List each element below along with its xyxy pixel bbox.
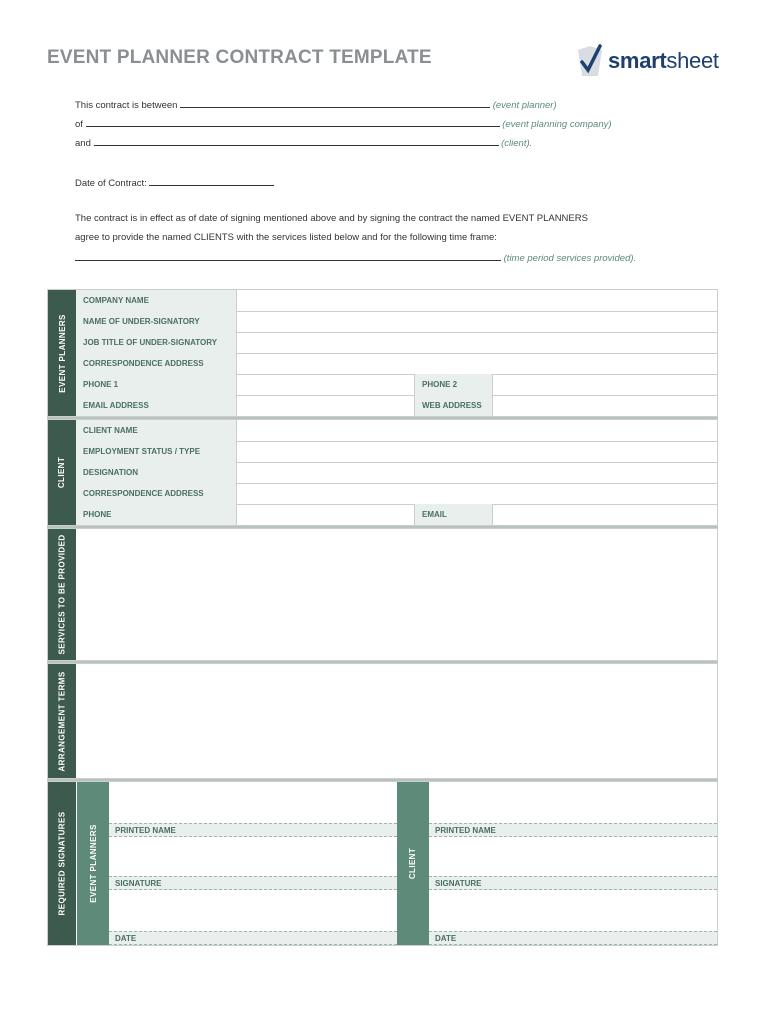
signatures-section <box>47 781 718 946</box>
company-name-row: COMPANY NAME <box>76 290 717 312</box>
page-title: EVENT PLANNER CONTRACT TEMPLATE <box>47 47 432 68</box>
date-blank[interactable] <box>149 176 274 186</box>
client-signature-sig-label: SIGNATURE <box>429 876 717 890</box>
planner-printed-name-field[interactable] <box>109 782 397 823</box>
event-planners-section <box>47 289 718 417</box>
under-signatory-row: NAME OF UNDER-SIGNATORY <box>76 311 717 333</box>
services-field[interactable] <box>76 529 717 660</box>
services-side-label: SERVICES TO BE PROVIDED <box>48 529 76 660</box>
employment-row: EMPLOYMENT STATUS / TYPE <box>76 441 717 463</box>
planner-date-label: DATE <box>109 931 397 945</box>
web-address-field[interactable] <box>493 395 717 416</box>
phone1-field[interactable] <box>237 374 415 395</box>
client-printed-name-label: PRINTED NAME <box>429 823 717 837</box>
planner-signature-label: SIGNATURE <box>109 876 397 890</box>
client-name-row: CLIENT NAME <box>76 420 717 442</box>
client-date-field[interactable] <box>429 890 717 931</box>
company-name-field[interactable] <box>237 290 717 311</box>
company-blank[interactable] <box>86 117 500 127</box>
planner-printed-name-label: PRINTED NAME <box>109 823 397 837</box>
intro-line-planner: This contract is between (event planner) <box>75 100 557 111</box>
arrangement-side-label: ARRANGEMENT TERMS <box>48 664 76 778</box>
planner-date-field[interactable] <box>109 890 397 931</box>
client-phone-row: PHONE EMAIL <box>76 504 717 525</box>
planner-address-row: CORRESPONDENCE ADDRESS <box>76 353 717 375</box>
planner-signature-field[interactable] <box>109 837 397 876</box>
client-email-field[interactable] <box>493 504 717 525</box>
client-side-label: CLIENT <box>48 420 76 525</box>
services-section <box>47 528 718 661</box>
client-phone-field[interactable] <box>237 504 415 525</box>
intro-line-client: and (client). <box>75 138 533 149</box>
phone-row: PHONE 1 PHONE 2 <box>76 374 717 396</box>
designation-row: DESIGNATION <box>76 462 717 484</box>
employment-field[interactable] <box>237 441 717 462</box>
arrangement-section <box>47 663 718 779</box>
job-title-field[interactable] <box>237 332 717 353</box>
date-of-contract: Date of Contract: <box>75 176 274 189</box>
intro-line-company: of (event planning company) <box>75 119 612 130</box>
designation-field[interactable] <box>237 462 717 483</box>
contract-paragraph-2: agree to provide the named CLIENTS with the services listed below and for the following time frame: <box>75 232 497 243</box>
time-period-blank[interactable] <box>75 251 501 261</box>
client-section <box>47 419 718 526</box>
client-signature-field[interactable] <box>429 837 717 876</box>
signatures-side-label: REQUIRED SIGNATURES <box>48 782 76 945</box>
client-blank[interactable] <box>94 136 499 146</box>
client-address-field[interactable] <box>237 483 717 504</box>
time-period-line: (time period services provided). <box>75 251 636 264</box>
planners-signature-label: EVENT PLANNERS <box>77 782 109 945</box>
contract-paragraph-1: The contract is in effect as of date of signing mentioned above and by signing the contract the named EVENT PLANNERS <box>75 213 588 224</box>
smartsheet-logo <box>576 44 719 78</box>
client-name-field[interactable] <box>237 420 717 441</box>
planner-email-field[interactable] <box>237 395 415 416</box>
event-planners-side-label: EVENT PLANNERS <box>48 290 76 416</box>
phone2-field[interactable] <box>493 374 717 395</box>
logo-wordmark: smartsheet <box>608 48 719 73</box>
email-web-row: EMAIL ADDRESS WEB ADDRESS <box>76 395 717 416</box>
client-signature-label: CLIENT <box>397 782 429 945</box>
checkmark-logo-icon <box>576 44 604 78</box>
job-title-row: JOB TITLE OF UNDER-SIGNATORY <box>76 332 717 354</box>
client-address-row: CORRESPONDENCE ADDRESS <box>76 483 717 505</box>
event-planner-blank[interactable] <box>180 98 490 108</box>
under-signatory-field[interactable] <box>237 311 717 332</box>
client-date-label: DATE <box>429 931 717 945</box>
arrangement-field[interactable] <box>76 664 717 778</box>
planner-address-field[interactable] <box>237 353 717 374</box>
client-printed-name-field[interactable] <box>429 782 717 823</box>
